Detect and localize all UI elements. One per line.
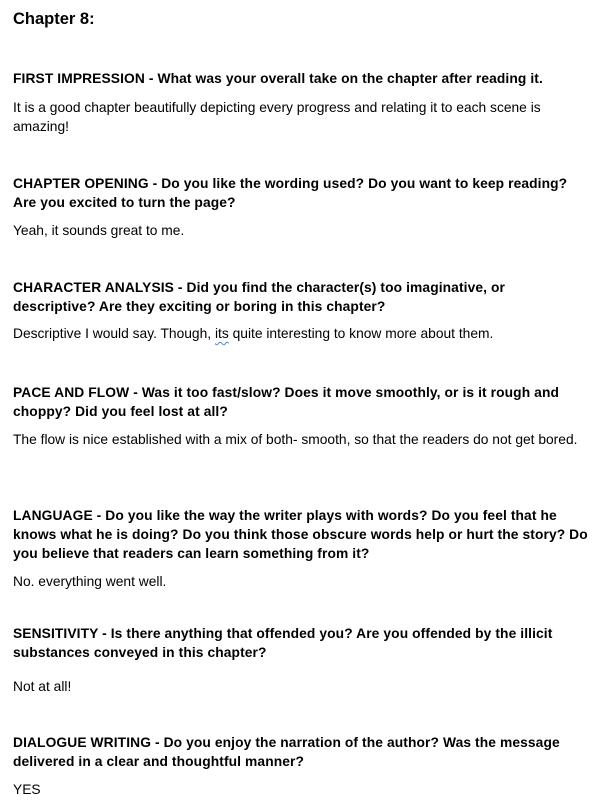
grammar-flagged-word[interactable]: its	[214, 326, 229, 341]
question-pace-and-flow: PACE AND FLOW - Was it too fast/slow? Does it move smoothly, or is it rough and choppy? Did you feel lost at all?	[13, 385, 559, 419]
chapter-title: Chapter 8:	[13, 10, 95, 28]
answer-language: No. everything went well.	[13, 574, 167, 589]
question-chapter-opening: CHAPTER OPENING - Do you like the wording used? Do you want to keep reading? Are you excited to turn the page?	[13, 176, 568, 210]
answer-text-part: quite interesting to know more about them.	[228, 326, 494, 341]
answer-first-impression: It is a good chapter beautifully depicting every progress and relating it to each scene is amazing!	[13, 100, 541, 134]
answer-pace-and-flow: The flow is nice established with a mix of both- smooth, so that the readers do not get bored.	[13, 432, 578, 447]
question-dialogue-writing: DIALOGUE WRITING - Do you enjoy the narration of the author? Was the message delivered in a clear and thoughtful manner?	[13, 735, 560, 769]
answer-chapter-opening: Yeah, it sounds great to me.	[13, 223, 185, 238]
answer-character-analysis	[13, 324, 593, 343]
answer-dialogue-writing: YES	[13, 782, 41, 797]
question-language: LANGUAGE - Do you like the way the writer plays with words? Do you feel that he knows what he is doing? Do you think those obscure words help or hurt the story? Do you believe that readers can learn something from it?	[13, 508, 588, 561]
question-first-impression: FIRST IMPRESSION - What was your overall take on the chapter after reading it.	[13, 71, 543, 86]
answer-text-part: Descriptive I would say. Though,	[13, 326, 215, 341]
answer-sensitivity: Not at all!	[13, 679, 72, 694]
question-sensitivity: SENSITIVITY - Is there anything that offended you? Are you offended by the illicit substances conveyed in this chapter?	[13, 626, 553, 660]
question-character-analysis: CHARACTER ANALYSIS - Did you find the character(s) too imaginative, or descriptive? Are they exciting or boring in this chapter?	[13, 280, 505, 314]
